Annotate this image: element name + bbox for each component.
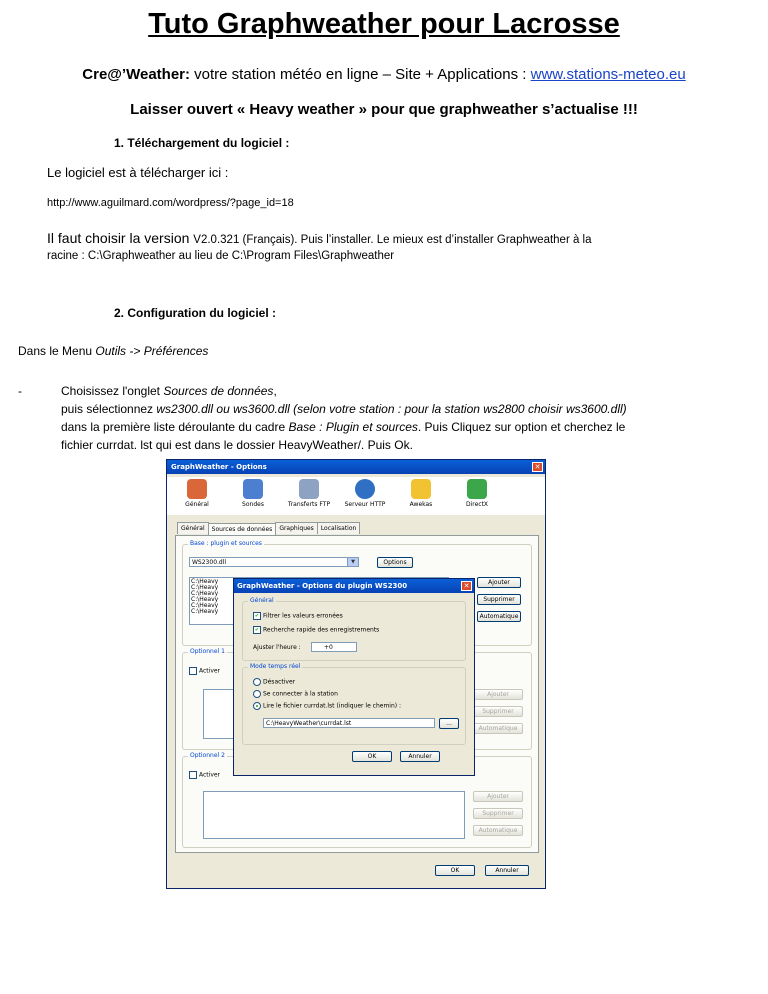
dialog-close-icon[interactable]: ✕ — [461, 581, 472, 591]
checkbox-icon — [189, 667, 197, 675]
section1-heading: 1. Téléchargement du logiciel : — [114, 136, 290, 150]
toolbar-label: Transferts FTP — [287, 501, 331, 508]
radio-icon — [253, 678, 261, 686]
optional2-label: Optionnel 2 — [190, 752, 225, 759]
tab-data-sources[interactable]: Sources de données — [208, 523, 277, 535]
globe-icon — [355, 479, 375, 499]
step1-tab-name: Sources de données — [163, 384, 274, 398]
optional2-activate[interactable] — [189, 771, 220, 779]
dialog-ok-button[interactable]: OK — [352, 751, 392, 762]
optional2-auto-button[interactable]: Automatique — [473, 825, 523, 836]
toolbar-label: Général — [185, 501, 209, 508]
section2-heading: 2. Configuration du logiciel : — [114, 306, 276, 320]
plugin-select[interactable] — [189, 557, 359, 567]
realtime-group — [242, 663, 466, 745]
ok-button[interactable]: OK — [435, 865, 475, 876]
menu-line-start: Dans le Menu — [18, 344, 96, 358]
tab-graphs[interactable]: Graphiques — [275, 522, 318, 534]
optional1-label: Optionnel 1 — [190, 648, 225, 655]
add-button[interactable]: Ajouter — [477, 577, 521, 588]
optional1-auto-button[interactable]: Automatique — [473, 723, 523, 734]
toolbar-sensors[interactable] — [227, 479, 279, 508]
options-window — [166, 459, 546, 889]
plugin-options-dialog — [233, 578, 475, 776]
options-screenshot — [166, 459, 546, 889]
intro-text: votre station météo en ligne – Site + Applications : — [190, 66, 531, 83]
auto-button[interactable]: Automatique — [477, 611, 521, 622]
filter-checkbox[interactable] — [253, 612, 343, 620]
activate-label: Activer — [199, 771, 221, 779]
currdat-path-value: C:\HeavyWeather\currdat.lst — [266, 720, 352, 727]
options-button[interactable]: Options — [377, 557, 413, 568]
toolbar-label: DirectX — [465, 501, 489, 508]
step3-text: dans la première liste déroulante du cadre — [61, 420, 289, 434]
toolbar-awekas[interactable] — [395, 479, 447, 508]
optional1-activate[interactable] — [189, 667, 220, 675]
optional1-delete-button[interactable]: Supprimer — [473, 706, 523, 717]
options-tabs — [177, 522, 359, 534]
optional1-add-button[interactable]: Ajouter — [473, 689, 523, 700]
optional2-list[interactable] — [203, 791, 465, 839]
adjust-hour-label: Ajuster l'heure : — [253, 644, 301, 651]
intro-line — [0, 66, 768, 83]
list-item[interactable]: C:\Heavy — [191, 596, 219, 603]
step3-frame-name: Base : Plugin et sources — [288, 420, 418, 434]
realtime-label: Mode temps réel — [250, 663, 301, 670]
version-line-rest: V2.0.321 (Français). Puis l’installer. Le mieux est d’installer Graphweather à la — [193, 234, 592, 246]
menu-line — [18, 344, 208, 358]
tab-localisation[interactable]: Localisation — [317, 522, 361, 534]
delete-button[interactable]: Supprimer — [477, 594, 521, 605]
step1-comma: , — [273, 384, 277, 398]
directx-icon — [467, 479, 487, 499]
step-line-4: fichier currdat. lst qui est dans le dossier HeavyWeather/. Puis Ok. — [61, 438, 413, 452]
adjust-hour-value: +0 — [324, 644, 333, 651]
dialog-general-label: Général — [250, 597, 274, 604]
menu-path: Outils -> Préférences — [95, 344, 209, 358]
currdat-path-input[interactable] — [263, 718, 435, 728]
radio-selected-icon — [253, 702, 261, 710]
page-title: Tuto Graphweather pour Lacrosse — [148, 8, 620, 40]
dialog-cancel-button[interactable]: Annuler — [400, 751, 440, 762]
warning-text: Laisser ouvert « Heavy weather » pour que graphweather s’actualise !!! — [130, 101, 638, 118]
activate-label: Activer — [199, 667, 221, 675]
radio-connect[interactable] — [253, 690, 338, 698]
step-line-2 — [61, 402, 627, 416]
step2-text: puis sélectionnez — [61, 402, 157, 416]
tab-general[interactable]: Général — [177, 522, 209, 534]
adjust-hour-stepper[interactable] — [311, 642, 357, 652]
step-line-1 — [61, 384, 277, 398]
list-item[interactable]: C:\Heavy — [191, 602, 219, 609]
optional2-add-button[interactable]: Ajouter — [473, 791, 523, 802]
list-item[interactable]: C:\Heavy — [191, 584, 219, 591]
list-item[interactable]: C:\Heavy — [191, 590, 219, 597]
checkbox-icon — [189, 771, 197, 779]
checkmark-icon: ✔ — [254, 627, 260, 633]
radio-disable[interactable] — [253, 678, 295, 686]
radio-read-file-label: Lire le fichier currdat.lst (indiquer le chemin) : — [263, 702, 402, 710]
dialog-title: GraphWeather - Options du plugin WS2300 — [234, 579, 474, 593]
list-item[interactable]: C:\Heavy — [191, 608, 219, 615]
toolbar-label: Sondes — [242, 501, 264, 508]
version-line-start: Il faut choisir la version — [47, 230, 194, 246]
sensors-icon — [243, 479, 263, 499]
step2-dll-choice: ws2300.dll ou ws3600.dll (selon votre station : pour la station ws2800 choisir ws3600.dll) — [156, 402, 627, 416]
fast-search-checkbox[interactable] — [253, 626, 379, 634]
site-link[interactable]: www.stations-meteo.eu — [530, 66, 686, 83]
browse-button[interactable]: ... — [439, 718, 459, 729]
awekas-icon — [411, 479, 431, 499]
cancel-button[interactable]: Annuler — [485, 865, 529, 876]
radio-read-file[interactable] — [253, 702, 401, 710]
radio-disable-label: Désactiver — [263, 678, 296, 686]
toolbar-directx[interactable] — [451, 479, 503, 508]
toolbar-label: Serveur HTTP — [344, 501, 386, 508]
step-line-3 — [61, 420, 625, 434]
list-item[interactable]: C:\Heavy — [191, 578, 219, 585]
radio-connect-label: Se connecter à la station — [263, 690, 338, 698]
dialog-general-group — [242, 597, 466, 661]
toolbar-ftp[interactable] — [283, 479, 335, 508]
checkmark-icon: ✔ — [254, 613, 260, 619]
chevron-down-icon: ▼ — [347, 558, 358, 566]
download-url: http://www.aguilmard.com/wordpress/?page_id=18 — [47, 197, 294, 209]
brand-name: Cre@’Weather: — [82, 66, 190, 83]
bullet: - — [18, 384, 22, 398]
close-icon[interactable]: ✕ — [532, 462, 543, 472]
toolbar-general[interactable] — [171, 479, 223, 508]
ftp-icon — [299, 479, 319, 499]
download-intro: Le logiciel est à télécharger ici : — [47, 165, 229, 180]
fast-search-label: Recherche rapide des enregistrements — [263, 626, 380, 634]
options-window-title: GraphWeather - Options — [167, 460, 545, 474]
filter-label: Filtrer les valeurs erronées — [263, 612, 343, 620]
toolbar-http[interactable] — [339, 479, 391, 508]
plugin-value: WS2300.dll — [192, 559, 227, 566]
step3-text-end: . Puis Cliquez sur option et cherchez le — [417, 420, 626, 434]
step1-text: Choisissez l'onglet — [61, 384, 164, 398]
base-group-label: Base : plugin et sources — [190, 540, 262, 547]
version-line — [47, 230, 592, 248]
toolbar-label: Awekas — [409, 501, 433, 508]
optional2-delete-button[interactable]: Supprimer — [473, 808, 523, 819]
options-toolbar — [167, 477, 545, 515]
radio-icon — [253, 690, 261, 698]
install-path-line: racine : C:\Graphweather au lieu de C:\Program Files\Graphweather — [47, 250, 395, 262]
house-icon — [187, 479, 207, 499]
